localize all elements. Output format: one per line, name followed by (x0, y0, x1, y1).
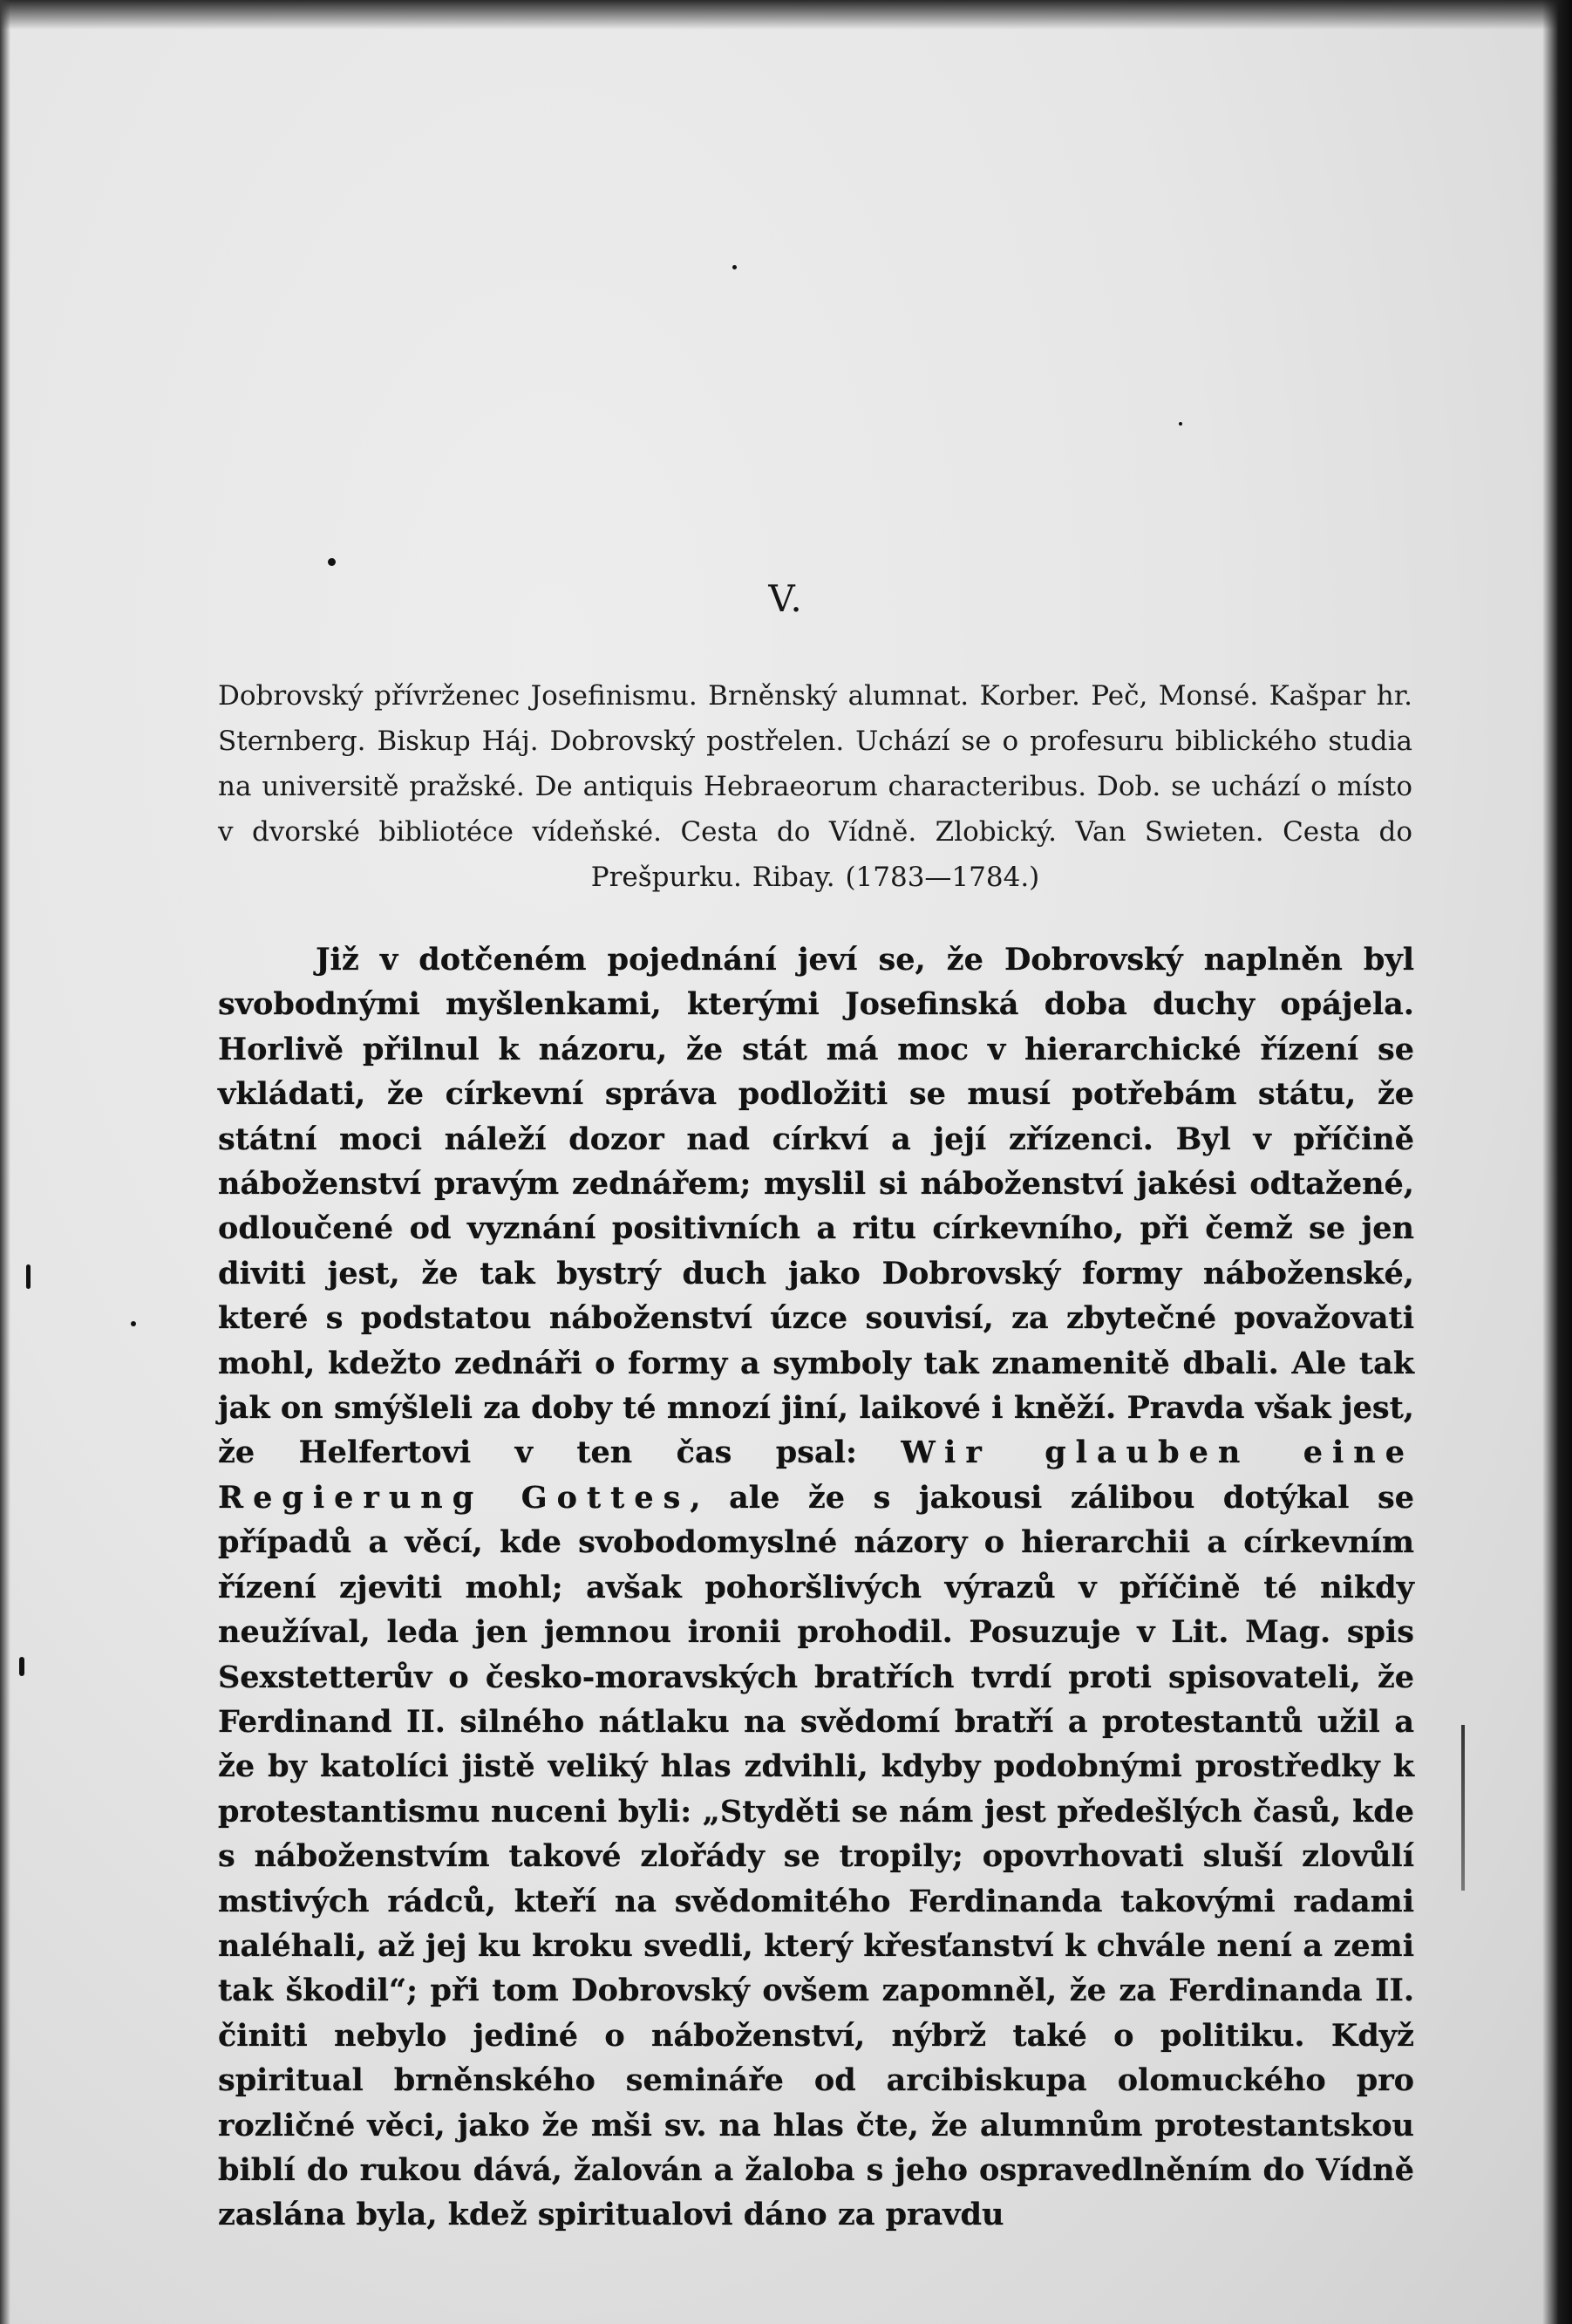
chapter-number: V. (768, 577, 804, 620)
scan-speck (732, 265, 737, 269)
body-text-part-2: , ale že s jakousi zálibou dotýkal se případů a věcí, kde svobodomyslné názory o hierarchii a církevním řízení zjeviti mohl; avšak pohoršlivých výrazů v příčině té nikdy neužíval, leda jen jemnou ironii prohodil. Posuzuje v Lit. Mag. spis Sexstetterův o česko-moravských bratřích tvrdí proti spisovateli, že Ferdinand II. silného nátlaku na svědomí bratří a protestantů užil a že by katolíci jistě veliký hlas zdvihli, kdyby podobnými prostředky k protestantismu nuceni byli: „Styděti se nám jest předešlých časů, kde s náboženstvím takové zlořády se tropily; opovrhovati sluší zlovůlí mstivých rádců, kteří na svědomitého Ferdinanda takovými radami naléhali, až jej ku kroku svedli, který křesťanství k chvále není a zemi tak škodil“; při tom Dobrovský ovšem zapomněl, že za Ferdinanda II. činiti nebylo jediné o náboženství, nýbrž také o politiku. Když spiritual brněnského semináře od arcibiskupa olomuckého pro rozličné věci, jako že mši sv. na hlas čte, že alumnům protestantskou biblí do rukou dává, žalován a žaloba s jeho ospravedlněním do Vídně zaslána byla, kdež spiritualovi dáno za pravdu (218, 1479, 1414, 2233)
scan-shadow-left (0, 0, 10, 2324)
body-text-part-1: Již v dotčeném pojednání jeví se, že Dobrovský naplněn byl svobodnými myšlenkami, kterými Josefinská doba duchy opájela. Horlivě přilnul k názoru, že stát má moc v hierarchické řízení se vkládati, že církevní správa podložiti se musí potřebám státu, že státní moci náleží dozor nad církví a její zřízenci. Byl v příčině náboženství pravým zednářem; myslil si náboženství jakési odtažené, odloučené od vyznání positivních a ritu církevního, při čemž se jen diviti jest, že tak bystrý duch jako Dobrovský formy náboženské, které s podstatou náboženství úzce souvisí, za zbytečné považovati mohl, kdežto zednáři o formy a symboly tak znamenitě dbali. Ale tak jak on smýšleli za doby té mnozí jiní, laikové i kněží. Pravda však jest, že Helfertovi v ten čas psal: (218, 942, 1414, 1471)
scan-shadow-top (0, 0, 1572, 30)
scan-speck (131, 1321, 136, 1326)
margin-line-mark (1461, 1725, 1465, 1891)
scan-speck (328, 558, 336, 566)
scan-speck (19, 1657, 24, 1676)
scan-shadow-right (1542, 0, 1572, 2324)
spaced-german-quote: Wir glauben eine Regierung Gottes (218, 1435, 1414, 1516)
scan-speck (26, 1264, 31, 1289)
body-paragraph (218, 937, 1414, 2238)
scan-speck (1179, 422, 1182, 426)
chapter-summary: Dobrovský přívrženec Josefinismu. Brněnský alumnat. Korber. Peč, Monsé. Kašpar hr. Sternberg. Biskup Háj. Dobrovský postřelen. Uchází se o profesuru biblického studia na universitě pražské. De antiquis Hebraeorum characteribus. Dob. se uchází o místo v dvorské bibliotéce vídeňské. Cesta do Vídně. Zlobický. Van Swieten. Cesta do Prešpurku. Ribay. (1783—1784.) (218, 680, 1412, 893)
